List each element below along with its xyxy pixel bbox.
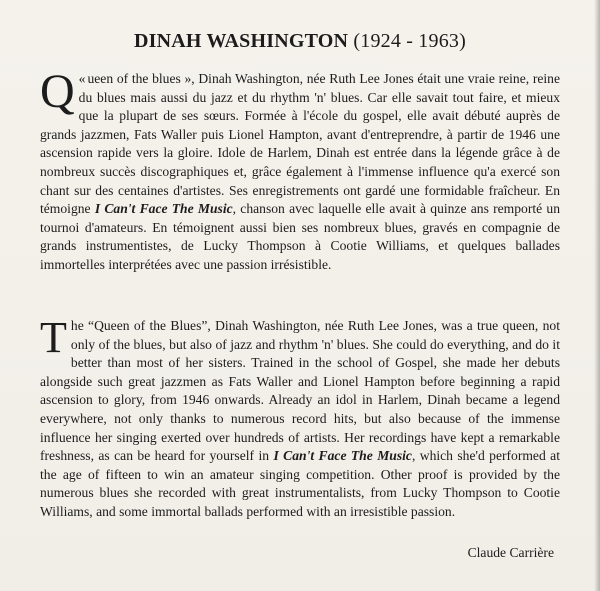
french-paragraph [40, 65, 561, 275]
french-open-quote: « [78, 71, 86, 86]
english-song-title: I Can't Face The Music [273, 448, 412, 464]
english-text-part2: , which she'd performed at the age of fifteen to win an amateur singing competition. Other proof is provided by the numerous blues she recorded with great instrumentalists, from Lucky Thompson to Cootie Williams, and some immortal ballads performed with an irresistible passion. [40, 448, 560, 519]
french-text-part1: ueen of the blues », Dinah Washington, née Ruth Lee Jones était une vraie reine, reine du blues mais aussi du jazz et du rhythm 'n' blues. Car elle savait tout faire, et mieux que la plupart de ses sœurs. Formée à l'école du gospel, elle avait débuté auprès de grands jazzmen, Fats Waller puis Lionel Hampton, avant d'entreprendre, à partir de 1946 une ascension rapide vers la gloire. Idole de Harlem, Dinah est entrée dans la légende grâce à de nombreux succès discographiques et, grâce également à l'immense influence qu'a exercé son chant sur des centaines d'artistes. Ses enregistrements ont gardé une formidable fraîcheur. En témoigne [40, 71, 560, 217]
artist-years: (1924 - 1963) [353, 30, 466, 52]
page-edge-shadow [594, 0, 600, 591]
english-text-part1: he “Queen of the Blues”, Dinah Washington, née Ruth Lee Jones, was a true queen, not only of the blues, but also of jazz and rhythm 'n' blues. She could do everything, and do it better than most of her sisters. Trained in the school of Gospel, she made her debuts alongside such great jazzmen as Fats Waller and Lionel Hampton before beginning a rapid ascension to glory, from 1946 onwards. Already an idol in Harlem, Dinah became a legend everywhere, not only thanks to numerous record hits, but also because of the immense influence her singing exerted over hundreds of artists. Her recordings have kept a remarkable freshness, as can be heard for yourself in [40, 318, 560, 464]
page-title [0, 30, 600, 53]
artist-name: DINAH WASHINGTON [134, 30, 349, 52]
french-song-title: I Can't Face The Music [94, 201, 233, 217]
english-paragraph [40, 313, 560, 522]
french-text-part2: , chanson avec laquelle elle avait à quinze ans remporté un tournoi d'amateurs. En témoignent aussi bien ses nombreux blues, gravés en compagnie de grands instrumentistes, de Lucky Thompson à Cootie Williams, et quelques ballades immortelles interprétées avec une passion irrésistible. [40, 201, 561, 272]
french-dropcap: Q [40, 65, 75, 118]
english-dropcap: T [40, 313, 67, 362]
author-signature: Claude Carrière [467, 545, 554, 560]
